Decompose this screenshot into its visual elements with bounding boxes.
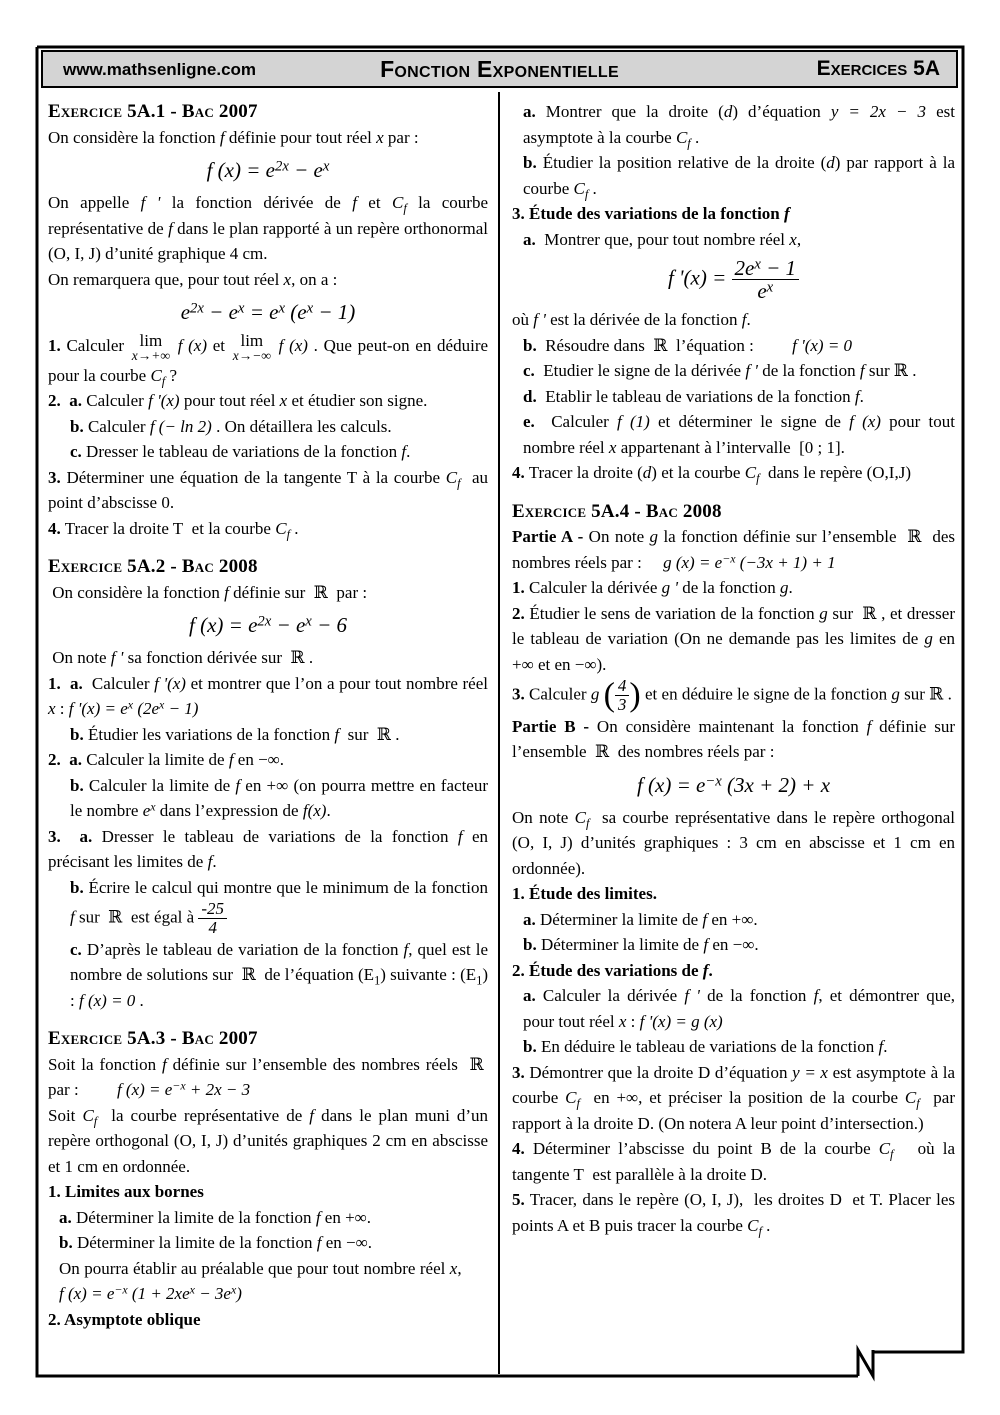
math-expression: $C_f$ [573,178,589,201]
math-expression: $C_f$ [675,127,691,150]
text-line: 3. Déterminer une équation de la tangente T à la courbe $C_f$ au point d’abscisse 0. [48,467,488,512]
exercise-heading: Exercice 5A.3 - Bac 2007 [48,1028,258,1050]
page-title: Fonction Exponentielle [380,56,619,82]
exercise-heading: Exercice 5A.4 - Bac 2008 [512,500,722,522]
math-expression: $C_f$ [904,1088,920,1111]
text-line: On considère la fonction f définie sur ℝ par : [48,582,368,602]
exercise-heading: Exercice 5A.1 - Bac 2007 [48,101,258,122]
text-line: 4. Tracer la droite (d) et la courbe $C_f$ dans le repère (O,I,J) [512,463,911,486]
text-line: 1. Calculer lim x→+∞ f (x) et lim x→−∞ f (x) . Que peut-on en déduire pour la courbe $C_f$ ? [48,331,489,388]
exercise-set-label: Exercices 5A [816,57,940,80]
math-expression: f (x) [278,336,308,356]
text-line: On note $C_f$ sa courbe représentative dans le repère orthogonal (O, I, J) d’unités graphiques : 3 cm en abscisse et 1 cm en ordonnée). [512,807,956,878]
math-expression: f '(x) [148,391,180,410]
section-heading: 1. Étude des limites. [512,884,657,904]
math-expression: f '(x) = 0 [792,335,853,355]
math-expression: $C_f$ [744,463,760,486]
text-line: On remarquera que, pour tout réel x, on a : [48,269,338,289]
text-line: b. Déterminer la limite de f en −∞. [523,935,759,955]
math-expression: $e^{2x} - e^x = e^x$ $(e^x - 1)$ [180,300,356,324]
big-parenthesis: ( [603,676,615,714]
fraction: $\frac{-25}{4}$ [198,900,227,937]
column-divider [498,92,500,1374]
math-expression: f $(x) = e^{-x} + 2x - 3$ [116,1078,251,1100]
math-expression: y = 2x − 3 [830,102,927,121]
math-expression: $C_f$ [574,807,590,831]
math-expression: f (x) = 0 [78,990,136,1010]
math-expression: f $(x) = e^{-x}$ (3x + 2) + x [636,772,831,797]
left-column [48,99,488,1332]
text-line: e. Calculer f (1) et déterminer le signe de f (x) pour tout nombre réel x appartenant à l’intervalle [0 ; 1]. [523,412,955,457]
math-expression: f $(x) = e^{2x} - e^x - 6$ [189,613,347,637]
math-expression: f (x) [177,336,208,356]
text-line: On note f ' sa fonction dérivée sur ℝ . [48,648,314,667]
formula-line [48,155,488,185]
math-expression: f ' [533,310,546,330]
math-expression: f '(x) [154,673,186,693]
text-line: b. Étudier les variations de la fonction f sur ℝ . [70,724,400,744]
math-expression: f ' [684,986,700,1006]
math-expression: $C_f$ [445,467,461,490]
text-line: On considère la fonction f définie pour tout réel x par : [48,127,419,147]
section-heading: 2. Asymptote oblique [48,1309,201,1329]
text-line: b. En déduire le tableau de variations de la fonction f. [523,1037,888,1057]
math-expression: f (− ln 2) [149,416,212,436]
text-line: d. Etablir le tableau de variations de la fonction f. [523,386,864,406]
big-parenthesis: ) [629,676,641,714]
text-line: Soit $C_f$ la courbe représentative de f dans le plan muni d’un repère orthogonal (O, I, J) d’unités graphiques 2 cm en abscisse et 1 cm en ordonnée. [48,1105,488,1176]
exercise-heading: Exercice 5A.2 - Bac 2008 [48,556,258,577]
text-line: 2. Étudier le sens de variation de la fonction g sur ℝ , et dresser le tableau de variation (On ne demande pas les limites de g en +∞ et en −∞). [512,603,955,674]
text-line: Partie B - On considère maintenant la fonction f définie sur l’ensemble ℝ des nombres réels par : [512,716,955,762]
text-line: a. Montrer que la droite (d) d’équation y = 2x − 3 est asymptote à la courbe $C_f$ . [523,102,955,150]
math-expression: g $(x) = e^{-x}$ (−3x + 1) + 1 [663,551,836,572]
math-expression: f '$(x) = e^x$ $(2e^x - 1)$ [68,697,199,718]
math-expression: f '(x) = [667,265,732,290]
formula-line [48,297,488,327]
math-expression: f ' [140,193,161,212]
formula-line [512,257,955,302]
text-line: Soit la fonction f définie sur l’ensemble des nombres réels ℝ par : f $(x) = e^{-x} + 2x - 3$ [48,1054,488,1100]
text-line: 1. a. Calculer f '(x) et montrer que l’on a pour tout nombre réel x : f '$(x) = e^x$ $(2e^x - 1)$ [48,673,488,718]
math-expression: f (1) [617,412,650,432]
text-line: a. Calculer la dérivée f ' de la fonction f, et démontrer que, pour tout réel x : f '(x) = g (x) [523,986,956,1031]
text-line: a. Déterminer la limite de f en +∞. [523,909,758,929]
text-line: c. D’après le tableau de variation de la fonction f, quel est le nombre de solutions sur ℝ de l’équation $(E_1)$ suivante : $(E_1)$ : f (x) = 0 . [70,939,489,1010]
math-expression: g ' [661,578,679,598]
section-heading: 3. Étude des variations de la fonction f [512,204,790,223]
formula-line [48,610,488,640]
formula-line [512,770,955,800]
text-line: 2. a. Calculer la limite de f en −∞. [48,750,285,769]
text-line: Partie A - On note g la fonction définie sur l’ensemble ℝ des nombres réels par : g $(x) = e^{-x}$ (−3x + 1) + 1 [512,527,955,572]
math-expression: $C_f$ [82,1105,98,1128]
math-expression: f ' [745,361,758,381]
text-line: a. Montrer que, pour tout nombre réel x, [523,229,802,249]
math-expression: $C_f$ [150,365,166,388]
section-heading: 2. Étude des variations de f. [512,960,713,980]
math-expression: f(x) [302,801,327,820]
text-line: b. Écrire le calcul qui montre que le minimum de la fonction f sur ℝ est égal à $\frac{-25}{4}$ [70,877,488,937]
text-line: b. Étudier la position relative de la droite (d) par rapport à la courbe $C_f$ . [523,153,955,201]
math-expression: $e^x$ [142,799,156,820]
text-line: 3. Calculer g ( $\frac{4}{3}$ ) et en déduire le signe de la fonction g sur ℝ . [512,676,952,714]
text-line: a. Déterminer la limite de la fonction f en +∞. [59,1207,372,1227]
math-expression: f $(x) = e^{-x}$ $(1 + 2xe^x - 3e^x)$ [59,1282,242,1304]
math-expression: $C_f$ [275,518,290,541]
text-line: 3. a. Dresser le tableau de variations de la fonction f en précisant les limites de f. [48,826,489,871]
fraction: $\frac{2e^x - 1}{e^x}$ [732,257,800,302]
math-expression: f (x) [849,412,881,432]
math-expression: $C_f$ [878,1139,894,1162]
limit-notation: lim x→+∞ [131,331,170,363]
math-expression: f ' [110,648,124,667]
border-notch [858,1350,873,1376]
math-expression: g [590,684,600,704]
text-line: 1. Calculer la dérivée g ' de la fonction g. [512,578,793,598]
text-line: 5. Tracer, dans le repère (O, I, J), les droites D et T. Placer les points A et B puis tracer la courbe $C_f$ . [512,1190,955,1239]
math-expression: $C_f$ [391,193,407,216]
math-expression: $C_f$ [565,1088,580,1111]
text-line: On pourra établir au préalable que pour tout nombre réel x, f $(x) = e^{-x}$ $(1 + 2xe^x - 3e^x)$ [59,1258,488,1304]
text-line: b. Résoudre dans ℝ l’équation : f '(x) = 0 [523,335,853,355]
text-line: 4. Tracer la droite T et la courbe $C_f$ . [48,518,299,541]
fraction: $\frac{4}{3}$ [615,677,630,714]
text-line: 2. a. Calculer f '(x) pour tout réel x et étudier son signe. [48,391,428,410]
text-line: b. Calculer f (− ln 2) . On détaillera les calculs. [70,416,392,436]
section-heading: 1. Limites aux bornes [48,1182,204,1202]
math-expression: f '(x) = g (x) [639,1011,723,1031]
text-line: 4. Déterminer l’abscisse du point B de la courbe $C_f$ où la tangente T est parallèle à la droite D. [512,1139,955,1184]
text-line: c. Etudier le signe de la dérivée f ' de la fonction f sur ℝ . [523,361,917,381]
limit-notation: lim x→−∞ [232,331,271,363]
math-expression: f $(x) = e^{2x} - e^x$ [206,158,330,182]
text-line: 3. Démontrer que la droite D d’équation y = x est asymptote à la courbe $C_f$ en +∞, et préciser la position de la courbe $C_f$ par rapport à la droite D. (On notera A leur point d’intersection.) [512,1062,956,1133]
text-line: b. Déterminer la limite de la fonction f en −∞. [59,1233,373,1253]
text-line: c. Dresser le tableau de variations de la fonction f. [70,442,411,461]
math-expression: y = x [792,1062,828,1082]
text-line: b. Calculer la limite de f en +∞ (on pourra mettre en facteur le nombre $e^x$ dans l’expression de f(x). [70,775,488,820]
text-line: où f ' est la dérivée de la fonction f. [512,310,751,330]
site-url: www.mathsenligne.com [63,60,257,79]
right-column [512,99,955,1238]
math-expression: $C_f$ [747,1215,762,1239]
text-line: On appelle f ' la fonction dérivée de f et $C_f$ la courbe représentative de f dans le plan rapporté à un repère orthonormal (O, I, J) d’unité graphique 4 cm. [48,193,488,263]
header-bar [41,50,958,88]
